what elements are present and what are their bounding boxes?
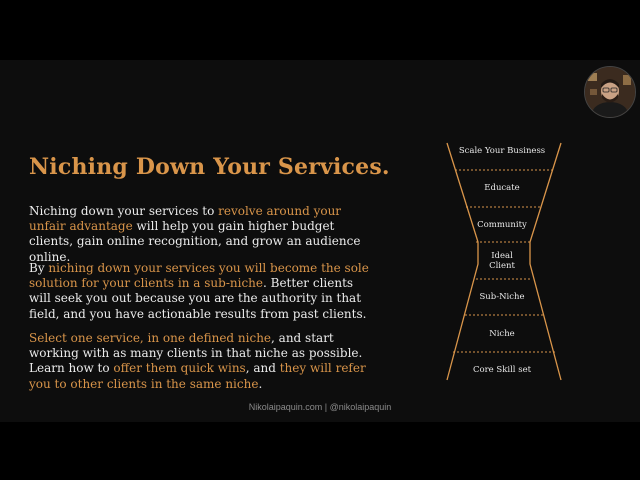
- funnel-level-community: Community: [477, 220, 527, 230]
- funnel-right-edge: [530, 143, 561, 380]
- p1-highlight: revolve around your unfair advantage: [29, 204, 342, 234]
- p1-text: Niching down your services to: [29, 204, 219, 218]
- p3-highlight-2: offer them quick wins: [113, 361, 246, 376]
- funnel-level-educate: Educate: [484, 183, 520, 193]
- p2-text: By: [29, 261, 49, 275]
- p1-text-end: will help you gain higher budget clients, gain online recognition, and grow an audience online.: [29, 219, 361, 264]
- slide-title: Niching Down Your Services.: [29, 154, 390, 180]
- p3-highlight-3: they will refer you to other clients in the same niche: [29, 361, 366, 391]
- p3-text-2: , and: [245, 361, 280, 376]
- p2-text-end: . Better clients will seek you out because you are the authority in that field, and you have actionable results from past clients.: [29, 276, 367, 321]
- funnel-level-niche: Niche: [489, 329, 515, 339]
- p3-text-end: .: [258, 376, 263, 391]
- presenter-webcam: [584, 66, 636, 118]
- presenter-avatar-icon: [585, 67, 635, 117]
- funnel-level-core-skill: Core Skill set: [472, 365, 532, 375]
- niche-funnel-diagram: [440, 138, 570, 384]
- slide-footer: Nikolaipaquin.com | @nikolaipaquin: [248, 402, 392, 412]
- funnel-left-edge: [447, 143, 478, 380]
- funnel-level-ideal-client-line1: Ideal: [491, 251, 513, 261]
- paragraph-2: [29, 261, 374, 322]
- paragraph-1: [29, 204, 374, 265]
- p3-highlight-1: Select one service, in one defined niche: [29, 331, 272, 345]
- p3-text-1: , and start working with as many clients in that niche as possible. Learn how to: [29, 331, 363, 376]
- paragraph-3: [29, 331, 374, 392]
- p2-highlight: niching down your services you will become the sole solution for your clients in a sub-niche: [29, 261, 369, 291]
- funnel-level-ideal-client-line2: Client: [489, 261, 515, 271]
- funnel-level-scale: Scale Your Business: [458, 146, 546, 156]
- funnel-level-sub-niche: Sub-Niche: [479, 292, 525, 302]
